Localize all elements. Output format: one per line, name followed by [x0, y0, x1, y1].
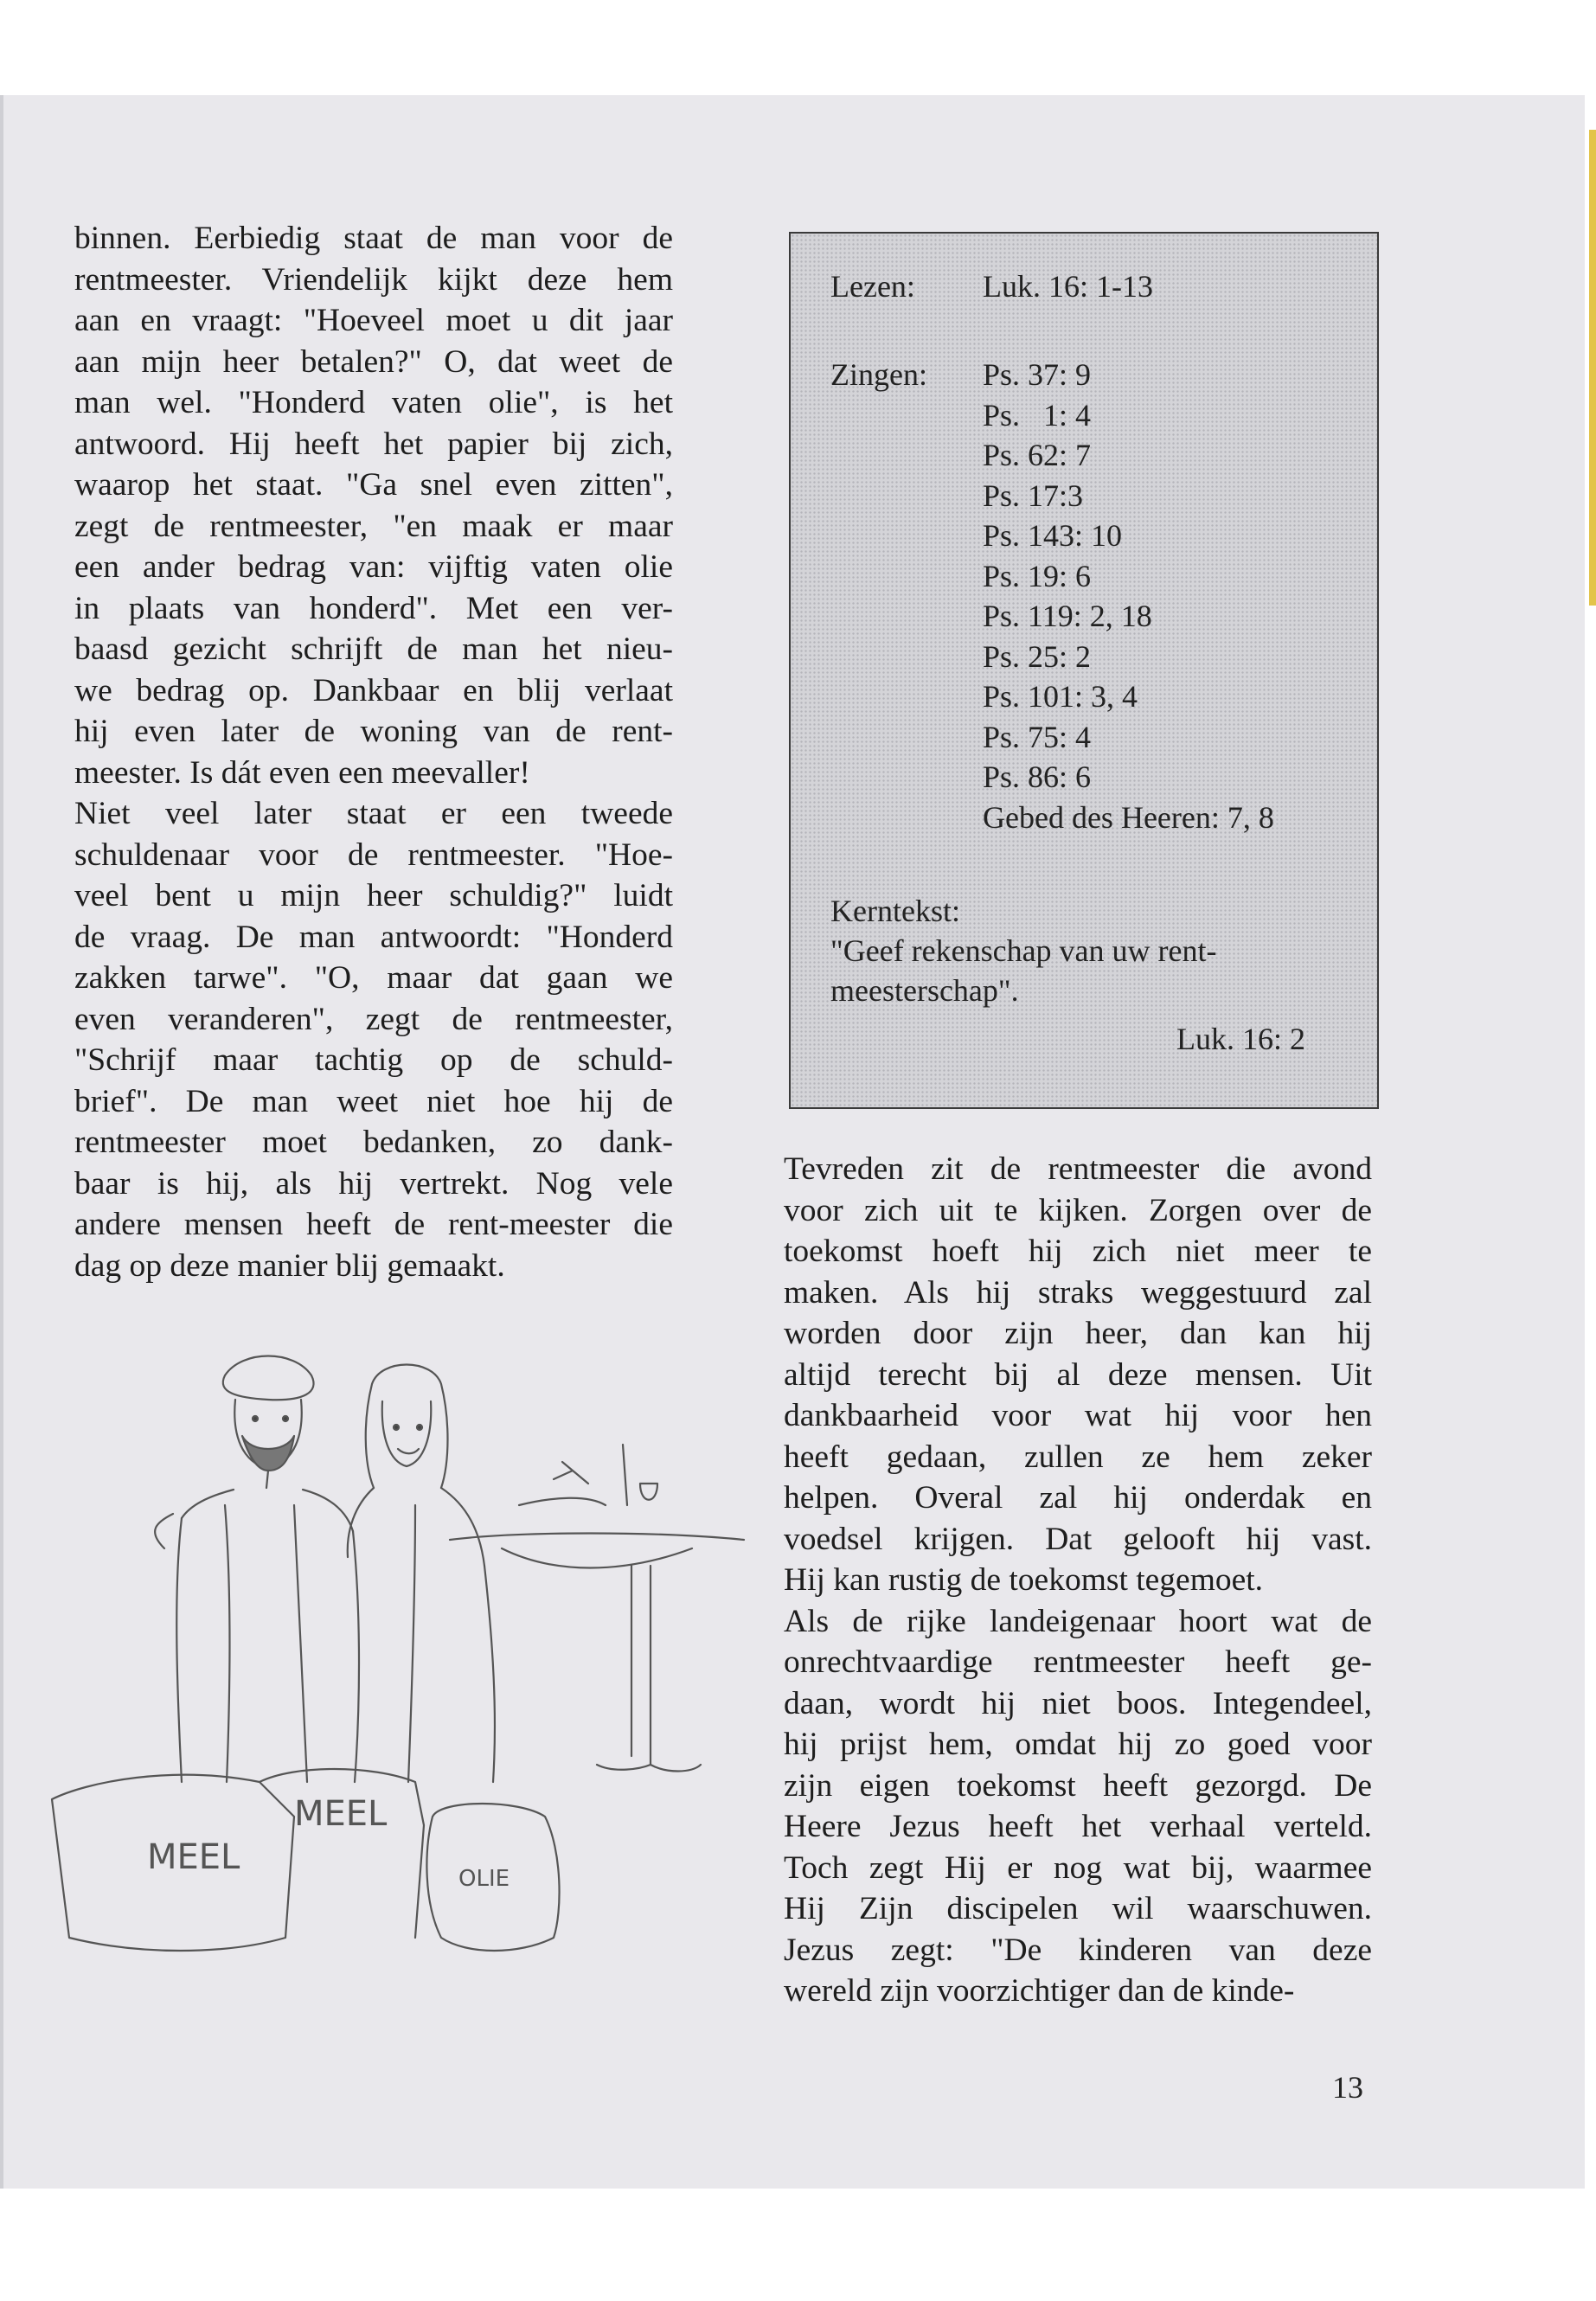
psalm-item: Ps. 17:3 — [983, 478, 1084, 513]
text-line: aan mijn heer betalen?" O, dat weet de — [74, 343, 673, 380]
psalm-item: Ps. 62: 7 — [983, 438, 1092, 472]
text-line: de vraag. De man antwoordt: "Honderd — [74, 919, 673, 955]
text-line: dankbaarheid voor wat hij voor hen — [784, 1398, 1372, 1433]
psalm-item: Ps. 86: 6 — [983, 760, 1092, 794]
sacks-and-jar — [52, 1769, 560, 1951]
text-line: brief". De man weet niet hoe hij de — [74, 1083, 673, 1119]
page-number: 13 — [1332, 2070, 1363, 2105]
text-line: baasd gezicht schrijft de man het nieu- — [74, 631, 673, 667]
text-line: voedsel krijgen. Dat gelooft hij vast. — [784, 1521, 1372, 1557]
psalm-item: Ps. 1: 4 — [983, 397, 1092, 433]
text-line: veel bent u mijn heer schuldig?" luidt — [74, 878, 673, 913]
text-line: in plaats van honderd". Met een ver- — [74, 590, 673, 626]
text-line: antwoord. Hij heeft het papier bij zich, — [74, 426, 673, 462]
text-line: rentmeester moet bedanken, zo dank- — [74, 1125, 673, 1160]
text-line: toekomst hoeft hij zich niet meer te — [784, 1234, 1372, 1269]
psalm-list — [983, 355, 1274, 837]
sack-label-1: MEEL — [147, 1837, 240, 1877]
key-text-line-2: meesterschap". — [830, 973, 1019, 1008]
jar-label: OLIE — [458, 1866, 510, 1892]
text-line: baar is hij, als hij vertrekt. Nog vele — [74, 1165, 673, 1202]
key-text-line-1: "Geef rekenschap van uw rent- — [830, 933, 1217, 968]
sack-label-2: MEEL — [294, 1794, 388, 1834]
text-line: Heere Jezus heeft het verhaal verteld. — [784, 1809, 1372, 1844]
text-line: Jezus zegt: "De kinderen van deze — [784, 1932, 1372, 1968]
text-line: een ander bedrag van: vijftig vaten olie — [74, 549, 673, 585]
text-line: hij even later de woning van de rent- — [74, 714, 673, 749]
text-line: zegt de rentmeester, "en maak er maar — [74, 508, 673, 544]
text-line: schuldenaar voor de rentmeester. "Hoe- — [74, 836, 673, 873]
text-line: waarop het staat. "Ga snel even zitten", — [74, 467, 673, 503]
text-line: Hij Zijn discipelen wil waarschuwen. — [784, 1891, 1372, 1926]
text-line: Tevreden zit de rentmeester die avond — [784, 1151, 1372, 1187]
right-text-column — [784, 1149, 1372, 2012]
text-line: zakken tarwe". "O, maar dat gaan we — [74, 960, 673, 996]
pencil-illustration — [35, 1332, 761, 2007]
page-edge — [1589, 130, 1596, 606]
psalm-item: Ps. 37: 9 — [983, 357, 1092, 392]
psalm-item: Ps. 19: 6 — [983, 558, 1092, 593]
text-line: zijn eigen toekomst heeft gezorgd. De — [784, 1767, 1372, 1804]
sing-label: Zingen: — [830, 357, 927, 392]
key-text-label: Kerntekst: — [830, 894, 960, 928]
text-line: Niet veel later staat er een tweede — [74, 796, 673, 831]
key-text-reference: Luk. 16: 2 — [1176, 1022, 1305, 1056]
text-line: hij prijst hem, omdat hij zo goed voor — [784, 1727, 1372, 1762]
text-line: onrechtvaardige rentmeester heeft ge- — [784, 1644, 1372, 1680]
psalm-item: Gebed des Heeren: 7, 8 — [983, 799, 1274, 835]
text-line: binnen. Eerbiedig staat de man voor de — [74, 221, 673, 256]
text-line: worden door zijn heer, dan kan hij — [784, 1316, 1372, 1351]
text-line: andere mensen heeft de rent-meester die — [74, 1207, 673, 1242]
psalm-item: Ps. 143: 10 — [983, 518, 1123, 553]
text-line: aan en vraagt: "Hoeveel moet u dit jaar — [74, 303, 673, 338]
text-line: even veranderen", zegt de rentmeester, — [74, 1001, 673, 1037]
text-line: daan, wordt hij niet boos. Integendeel, — [784, 1685, 1372, 1721]
text-line: man wel. "Honderd vaten olie", is het — [74, 385, 673, 420]
text-line: rentmeester. Vriendelijk kijkt deze hem — [74, 261, 673, 298]
text-line: dag op deze manier blij gemaakt. — [74, 1247, 505, 1284]
psalm-item: Ps. 119: 2, 18 — [983, 599, 1152, 633]
psalm-item: Ps. 25: 2 — [983, 638, 1092, 674]
read-reference: Luk. 16: 1-13 — [983, 269, 1153, 304]
text-line: altijd terecht bij al deze mensen. Uit — [784, 1356, 1372, 1393]
text-line: "Schrijf maar tachtig op de schuld- — [74, 1042, 673, 1078]
text-line: Als de rijke landeigenaar hoort wat de — [784, 1603, 1372, 1639]
woman-figure — [348, 1365, 495, 1783]
text-line: meester. Is dát even een meevaller! — [74, 754, 530, 791]
man-figure — [155, 1356, 359, 1783]
text-line: Hij kan rustig de toekomst tegemoet. — [784, 1562, 1264, 1598]
psalm-item: Ps. 101: 3, 4 — [983, 679, 1138, 714]
text-line: voor zich uit te kijken. Zorgen over de — [784, 1192, 1372, 1228]
left-text-column — [74, 218, 673, 1286]
read-label: Lezen: — [830, 269, 915, 304]
psalm-item: Ps. 75: 4 — [983, 719, 1092, 754]
text-line: maken. Als hij straks weggestuurd zal — [784, 1274, 1372, 1311]
text-line: we bedrag op. Dankbaar en blij verlaat — [74, 672, 673, 708]
text-line: wereld zijn voorzichtiger dan de kinde- — [784, 1973, 1295, 2009]
readings-box — [789, 232, 1379, 1109]
text-line: Toch zegt Hij er nog wat bij, waarmee — [784, 1849, 1372, 1886]
text-line: helpen. Overal zal hij onderdak en — [784, 1480, 1372, 1516]
text-line: heeft gedaan, zullen ze hem zeker — [784, 1439, 1372, 1475]
